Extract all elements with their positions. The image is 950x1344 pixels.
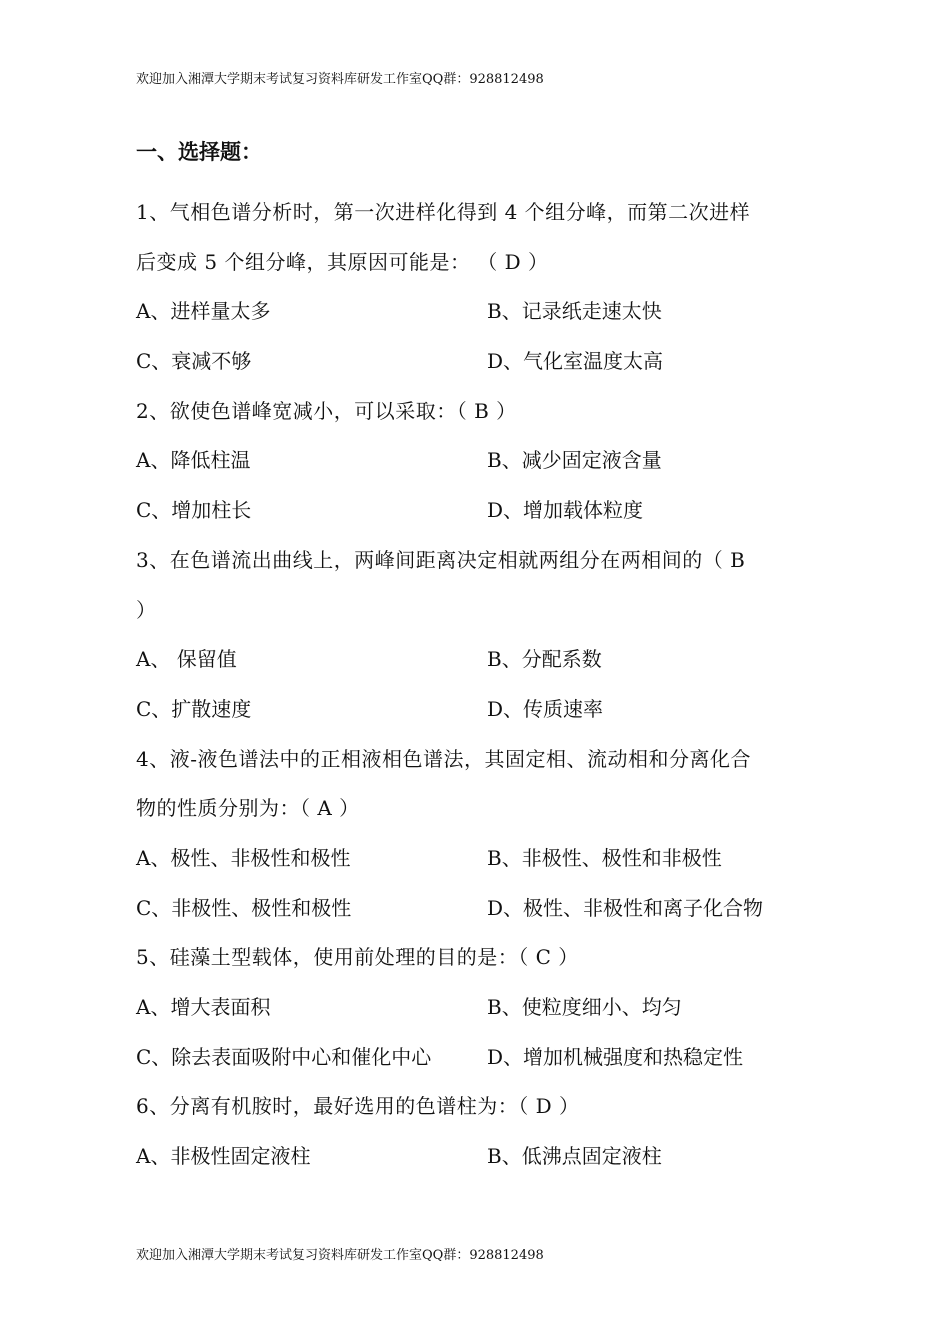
option-d: D、极性、非极性和离子化合物 [487, 895, 764, 920]
option-row [136, 992, 826, 1042]
question-2 [136, 396, 826, 545]
question-3 [136, 545, 826, 744]
question-4 [136, 744, 826, 943]
question-text: 5、硅藻土型载体，使用前处理的目的是：（ C ） [136, 945, 579, 970]
section-title: 一、选择题： [136, 139, 262, 164]
page-header: 欢迎加入湘潭大学期末考试复习资料库研发工作室QQ群：928812498 [136, 72, 544, 87]
option-b: B、非极性、极性和非极性 [487, 845, 722, 870]
option-b: B、使粒度细小、均匀 [487, 995, 682, 1019]
option-a: A、 保留值 [136, 647, 237, 672]
option-c: C、除去表面吸附中心和催化中心 [136, 1044, 432, 1069]
question-text: 3、在色谱流出曲线上，两峰间距离决定相就两组分在两相间的（ B [136, 547, 746, 572]
option-c: C、非极性、极性和极性 [136, 895, 352, 920]
option-a: A、增大表面积 [136, 995, 271, 1019]
question-1 [136, 197, 826, 396]
option-row [136, 445, 826, 495]
option-row [136, 644, 826, 694]
question-text: 物的性质分别为：（ A ） [136, 796, 360, 821]
question-text: ） [136, 597, 157, 622]
option-b: B、减少固定液含量 [487, 448, 662, 473]
question-5 [136, 942, 826, 1091]
option-c: C、扩散速度 [136, 696, 252, 721]
option-row [136, 893, 826, 943]
option-row [136, 843, 826, 893]
option-row [136, 495, 826, 545]
question-text: 2、欲使色谱峰宽减小，可以采取：（ B ） [136, 398, 517, 423]
option-row [136, 1042, 826, 1092]
option-b: B、分配系数 [487, 647, 602, 672]
question-6 [136, 1091, 826, 1190]
option-row [136, 694, 826, 744]
option-a: A、进样量太多 [136, 299, 271, 324]
question-list [136, 197, 826, 1191]
option-a: A、降低柱温 [136, 448, 251, 473]
option-b: B、记录纸走速太快 [487, 299, 662, 324]
option-row [136, 296, 826, 346]
option-row [136, 1141, 826, 1191]
option-c: C、增加柱长 [136, 498, 252, 523]
option-d: D、增加载体粒度 [487, 498, 644, 523]
option-row [136, 346, 826, 396]
option-d: D、气化室温度太高 [487, 349, 664, 374]
question-text: 后变成 5 个组分峰，其原因可能是： （ D ） [136, 249, 549, 274]
question-text: 6、分离有机胺时，最好选用的色谱柱为：（ D ） [136, 1094, 580, 1119]
option-b: B、低沸点固定液柱 [487, 1144, 662, 1169]
option-c: C、衰减不够 [136, 349, 252, 374]
option-d: D、传质速率 [487, 696, 604, 721]
option-a: A、极性、非极性和极性 [136, 845, 351, 870]
option-d: D、增加机械强度和热稳定性 [487, 1044, 744, 1069]
option-a: A、非极性固定液柱 [136, 1144, 311, 1169]
page-footer: 欢迎加入湘潭大学期末考试复习资料库研发工作室QQ群：928812498 [136, 1248, 544, 1263]
question-text: 1、气相色谱分析时，第一次进样化得到 4 个组分峰，而第二次进样 [136, 200, 751, 224]
question-text: 4、液-液色谱法中的正相液相色谱法，其固定相、流动相和分离化合 [136, 746, 751, 771]
